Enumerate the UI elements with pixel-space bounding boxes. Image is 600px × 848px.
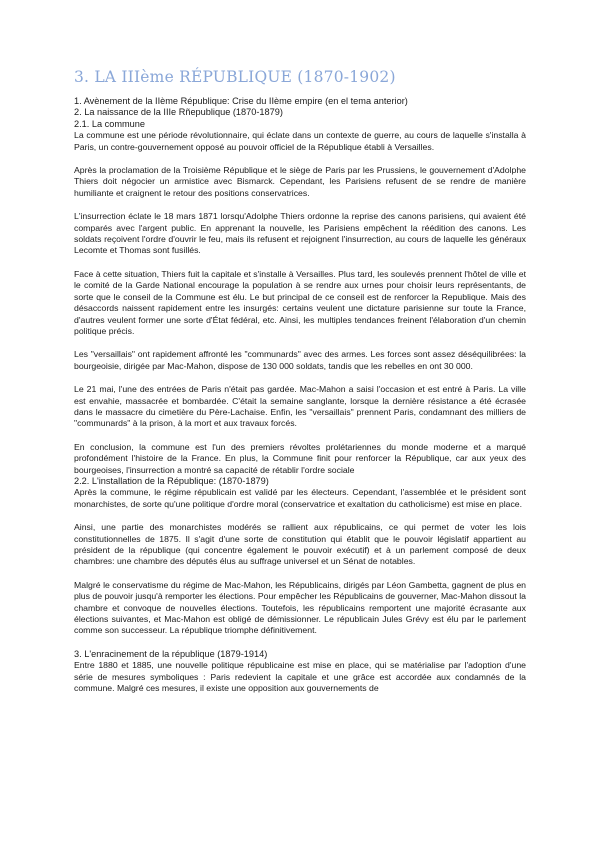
paragraph: Entre 1880 et 1885, une nouvelle politique républicaine est mise en place, qui se matérialise par l'adoption d'une série de mesures symboliques : Paris redevient la capitale et une grâce est accordée aux condamnés de la commune. Malgré ces mesures, il existe une opposition aux gouvernements de bbox=[74, 660, 526, 694]
paragraph: Après la commune, le régime républicain est validé par les électeurs. Cependant, l'assemblée et le président sont monarchistes, de sorte qu'une politique d'ordre moral (conservatrice et exaltation du catholicisme) est mise en place. bbox=[74, 487, 526, 509]
heading-2-1: 2.1. La commune bbox=[74, 118, 145, 129]
document-title: 3. LA IIIème RÉPUBLIQUE (1870-1902) bbox=[74, 68, 396, 86]
heading-1: 1. Avènement de la IIème République: Crise du IIème empire (en el tema anterior) bbox=[74, 96, 408, 106]
paragraph: Face à cette situation, Thiers fuit la capitale et s'installe à Versailles. Plus tard, les soulevés prennent l'hôtel de ville et le comité de la Garde National encourage la population à se rendre aux urnes pour choisir leurs représentants, de sorte que le conseil de la Commune est élu. Le but principal de ce conseil est de renforcer la Republique. Mais des désaccords naissent rapidement entre les insurgés: certains veulent une dictature parisienne sur toute la France, d'autres veulent former une sorte d'État fédéral, etc. Ainsi, les multiples tendances freinent l'élaboration d'un chemin politique précis. bbox=[74, 268, 526, 336]
paragraph: Les "versaillais" ont rapidement affronté les "communards" avec des armes. Les forces sont assez déséquilibrées: la bourgeoisie, dirigée par Mac-Mahon, dispose de 130 000 soldats, tandis que les rebelles en ont 30 000. bbox=[74, 349, 526, 371]
heading-2: 2. La naissance de la IIIe Rñepublique (1870-1879) bbox=[74, 107, 283, 118]
document-page bbox=[74, 68, 526, 694]
paragraph: La commune est une période révolutionnaire, qui éclate dans un contexte de guerre, au cours de laquelle s'installa à Paris, un contre-gouvernement opposé au pouvoir officiel de la République établi à Versailles. bbox=[74, 130, 526, 152]
paragraph: L'insurrection éclate le 18 mars 1871 lorsqu'Adolphe Thiers ordonne la reprise des canons parisiens, qui avaient été comparés avec l'argent public. En apprenant la nouvelle, les Parisiens empêchent la réédition des canons. Les soldats reçoivent l'ordre d'ouvrir le feu, mais ils refusent et rejoignent l'insurrection, au cours de laquelle les généraux Lecomte et Thomas sont fusillés. bbox=[74, 211, 526, 256]
paragraph: Ainsi, une partie des monarchistes modérés se rallient aux républicains, ce qui permet de voter les lois constitutionnelles de 1875. Il s'agit d'une sorte de constitution qui établit que le pouvoir législatif appartient au président de la république (qui concentre également le pouvoir exécutif) et à un parlement composé de deux chambres: une chambre des députés élus au suffrage universel et un Sénat de notables. bbox=[74, 522, 526, 567]
paragraph: Malgré le conservatisme du régime de Mac-Mahon, les Républicains, dirigés par Léon Gambetta, gagnent de plus en plus de pouvoir jusqu'à remporter les élections. Pour empêcher les Républicains de gouverner, Mac-Mahon dissout la chambre et convoque de nouvelles élections. Toutefois, les républicains remportent une majorité écrasante aux élections suivantes, et Mac-Mahon est obligé de démissionner. Le républicain Jules Grévy est élu par le parlement comme son successeur. La république triomphe définitivement. bbox=[74, 579, 526, 636]
heading-2-2: 2.2. L'installation de la République: (1870-1879) bbox=[74, 475, 269, 486]
heading-3: 3. L'enracinement de la république (1879-1914) bbox=[74, 648, 268, 659]
paragraph: En conclusion, la commune est l'un des premiers révoltes prolétariennes du monde moderne et a marqué profondément l'histoire de la France. En plus, la Commune finit pour renforcer la République, car aux yeux des bourgeoises, l'insurrection a montré sa capacité de rétablir l'ordre sociale bbox=[74, 441, 526, 475]
paragraph: Le 21 mai, l'une des entrées de Paris n'était pas gardée. Mac-Mahon a saisi l'occasion et est entré à Paris. La ville est envahie, massacrée et bombardée. C'était la semaine sanglante, lorsque la dernière résistance a été écrasée dans le massacre du cimetière du Père-Lachaise. Enfin, les "versaillais" prennent Paris, condamnant des milliers de "communards" à la prison, à la mort et aux travaux forcés. bbox=[74, 384, 526, 429]
paragraph: Après la proclamation de la Troisième République et le siège de Paris par les Prussiens, le gouvernement d'Adolphe Thiers doit négocier un armistice avec Bismarck. Cependant, les Parisiens refusent de se rendre de manière humiliante et craignent le retour des positions conservatrices. bbox=[74, 165, 526, 198]
